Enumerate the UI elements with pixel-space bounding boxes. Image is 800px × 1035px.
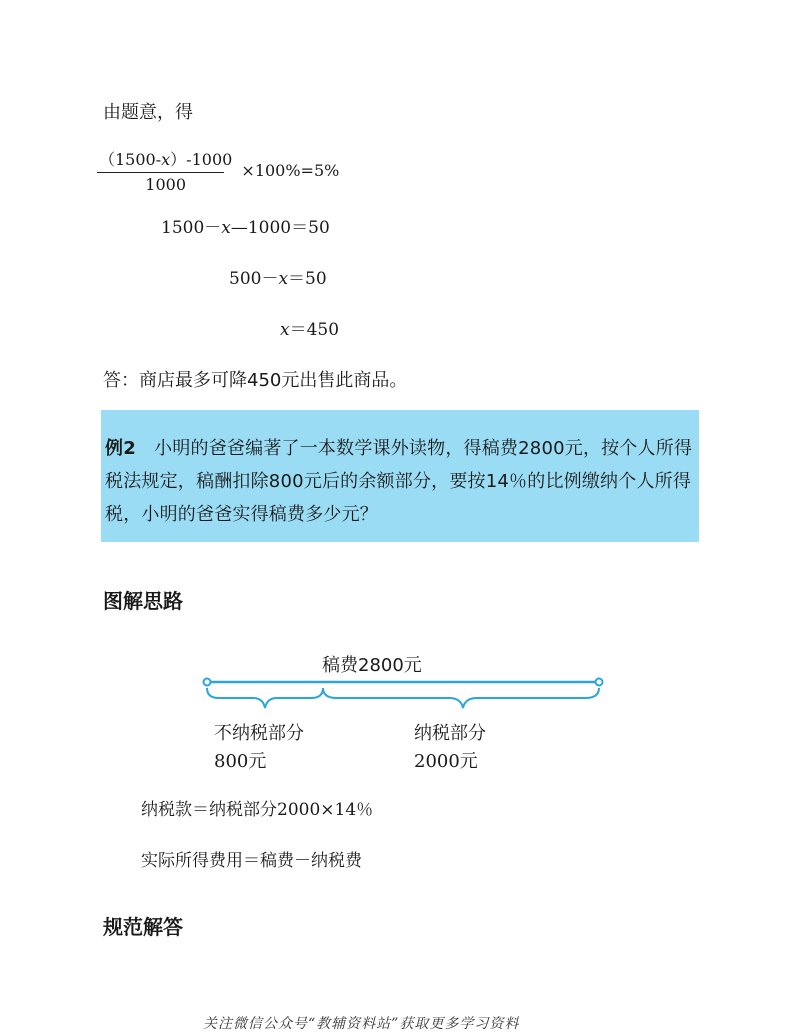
diagram-left-value: 800元: [214, 751, 267, 772]
fraction-denominator: 1000: [145, 175, 187, 194]
diagram-total-label: 稿费2800元: [322, 655, 422, 676]
fraction-numerator: （1500-x）-1000: [99, 150, 233, 169]
formula-net: 实际所得费用＝稿费－纳税费: [141, 851, 362, 871]
solution-step-3: x＝450: [280, 320, 340, 340]
left-brace: [207, 688, 323, 708]
example-text: 例2 小明的爸爸编著了一本数学课外读物，得稿费2800元，按个人所得税法规定，稿酬扣除800元后的余额部分，要按14％的比例缴纳个人所得税，小明的爸爸实得稿费多少元？: [105, 438, 693, 525]
example-box: [101, 410, 699, 542]
section-heading-diagram: 图解思路: [103, 589, 183, 613]
equation-rhs: ×100%=5%: [241, 161, 340, 180]
line-end-dot: [596, 679, 603, 686]
solution-step-1: 1500－x—1000＝50: [161, 218, 330, 238]
diagram-right-label: 纳税部分: [414, 723, 486, 744]
fraction-equation: [97, 147, 339, 194]
solution-step-2: 500－x＝50: [229, 269, 327, 289]
diagram-right-value: 2000元: [414, 751, 478, 772]
footer-note: 关注微信公众号“教辅资料站”获取更多学习资料: [203, 1016, 520, 1032]
section-heading-answer: 规范解答: [103, 915, 183, 939]
line-start-dot: [204, 679, 211, 686]
answer-text: 答：商店最多可降450元出售此商品。: [103, 370, 408, 391]
example-label: 例2: [105, 438, 136, 459]
right-brace: [323, 688, 599, 708]
intro-text: 由题意，得: [103, 102, 193, 123]
diagram-left-label: 不纳税部分: [214, 723, 304, 744]
formula-tax: 纳税款＝纳税部分2000×14％: [141, 800, 374, 820]
